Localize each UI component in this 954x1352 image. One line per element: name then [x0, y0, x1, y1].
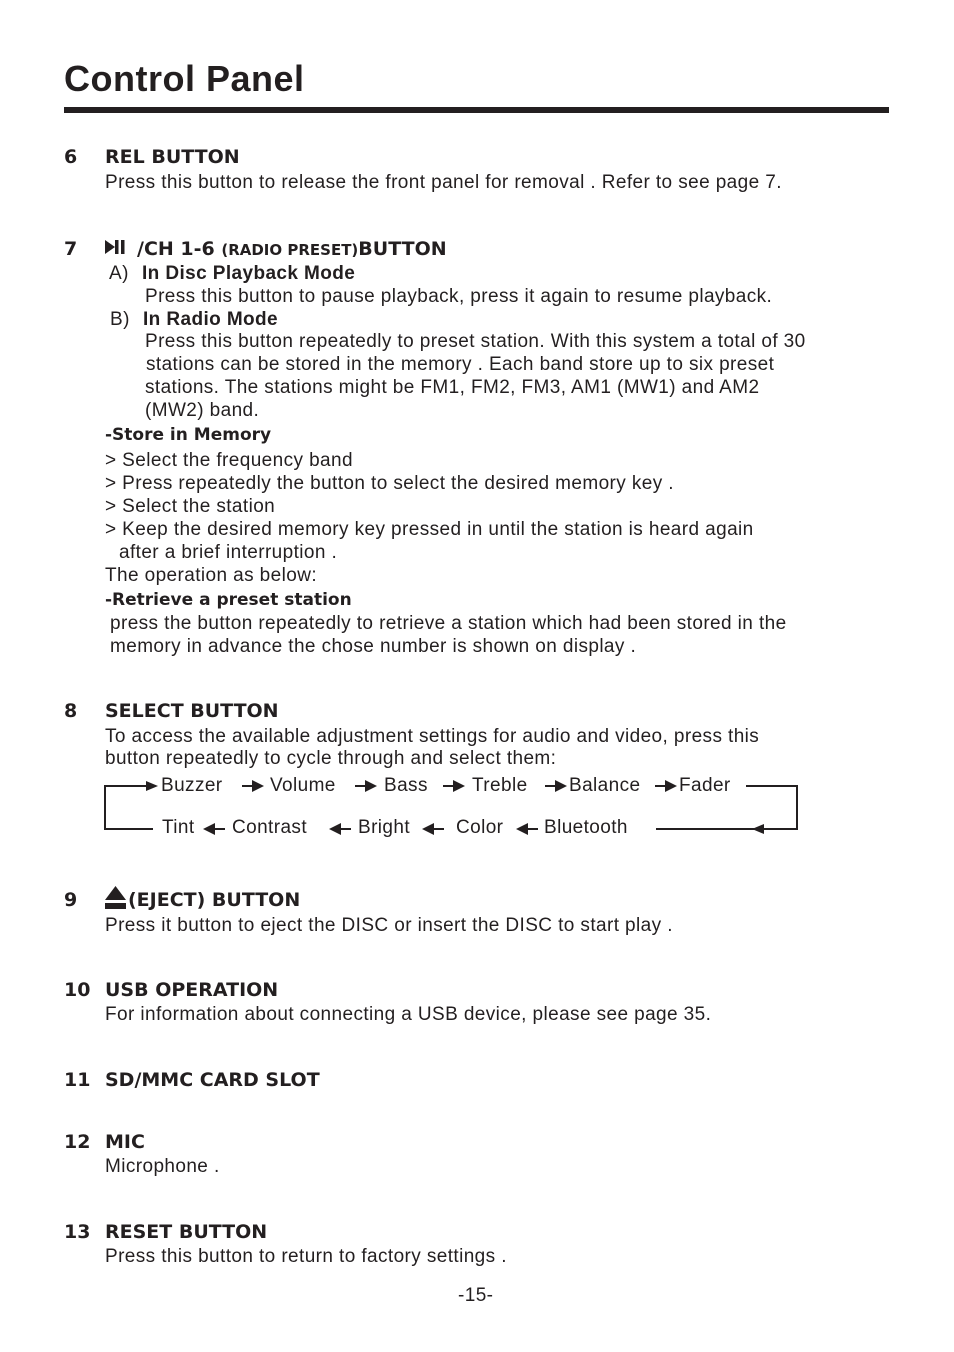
- section-10-text: For information about connecting a USB device, please see page 35.: [105, 1004, 712, 1025]
- cycle-bottom-right-connector: [656, 828, 798, 830]
- retrieve-line: press the button repeatedly to retrieve a station which had been stored in the: [110, 613, 787, 634]
- cycle-left-connector: [104, 785, 106, 830]
- section-11-heading: SD/MMC CARD SLOT: [105, 1069, 320, 1091]
- arrow-right-icon: [242, 780, 264, 792]
- title-divider: [64, 107, 889, 113]
- cycle-bottom-left-connector: [104, 828, 153, 830]
- arrow-right-icon: [355, 780, 377, 792]
- section-7-heading-part: /CH 1-6: [137, 238, 222, 260]
- section-7-number: 7: [64, 238, 78, 260]
- section-12-heading: MIC: [105, 1131, 145, 1153]
- cycle-item-tint: Tint: [162, 817, 195, 838]
- section-13-text: Press this button to return to factory settings .: [105, 1246, 507, 1267]
- section-12-number: 12: [64, 1131, 91, 1153]
- cycle-item-contrast: Contrast: [232, 817, 308, 838]
- arrow-left-icon: [203, 823, 225, 835]
- mode-b-line: stations can be stored in the memory . Each band store up to six preset: [146, 354, 775, 375]
- eject-icon: [105, 886, 126, 910]
- retrieve-heading: -Retrieve a preset station: [105, 590, 352, 610]
- arrow-right-icon: [655, 780, 677, 792]
- store-memory-heading: -Store in Memory: [105, 425, 272, 445]
- section-9-number: 9: [64, 889, 78, 911]
- cycle-item-bluetooth: Bluetooth: [544, 817, 628, 838]
- section-13-number: 13: [64, 1221, 91, 1243]
- arrow-right-icon: [146, 781, 158, 791]
- arrow-left-icon: [516, 823, 538, 835]
- mode-a-heading: In Disc Playback Mode: [142, 263, 356, 284]
- store-step: > Select the station: [105, 496, 276, 517]
- section-7-heading-small: (RADIO PRESET): [221, 241, 359, 259]
- section-6-heading: REL BUTTON: [105, 146, 240, 168]
- section-9-heading: (EJECT) BUTTON: [128, 889, 301, 911]
- arrow-left-icon: [329, 823, 351, 835]
- cycle-top-left-connector: [104, 785, 150, 787]
- section-8-line: button repeatedly to cycle through and select them:: [105, 748, 557, 769]
- store-step: > Select the frequency band: [105, 450, 353, 471]
- cycle-item-balance: Balance: [569, 775, 641, 796]
- store-operation-note: The operation as below:: [105, 565, 317, 586]
- cycle-right-connector: [796, 785, 798, 830]
- store-step-cont: after a brief interruption .: [119, 542, 338, 563]
- section-7-heading: [137, 238, 447, 260]
- section-6-text: Press this button to release the front panel for removal . Refer to see page 7.: [105, 172, 782, 193]
- cycle-item-color: Color: [456, 817, 504, 838]
- cycle-item-buzzer: Buzzer: [161, 775, 223, 796]
- cycle-item-volume: Volume: [270, 775, 336, 796]
- section-7-heading-button: BUTTON: [358, 238, 447, 260]
- mode-b-line: stations. The stations might be FM1, FM2, FM3, AM1 (MW1) and AM2: [145, 377, 760, 398]
- store-step: > Press repeatedly the button to select the desired memory key .: [105, 473, 674, 494]
- section-9-text: Press it button to eject the DISC or insert the DISC to start play .: [105, 915, 673, 936]
- section-10-heading: USB OPERATION: [105, 979, 279, 1001]
- play-pause-icon: [105, 239, 129, 255]
- section-10-number: 10: [64, 979, 91, 1001]
- mode-b-prefix: B): [110, 309, 130, 330]
- section-12-text: Microphone .: [105, 1156, 220, 1177]
- section-8-line: To access the available adjustment settings for audio and video, press this: [105, 726, 760, 747]
- arrow-right-icon: [545, 780, 567, 792]
- cycle-item-bass: Bass: [384, 775, 428, 796]
- mode-a-text: Press this button to pause playback, press it again to resume playback.: [145, 286, 773, 307]
- cycle-top-right-connector: [746, 785, 798, 787]
- mode-b-line: (MW2) band.: [145, 400, 260, 421]
- page-title: Control Panel: [64, 58, 305, 99]
- arrow-left-icon: [752, 824, 764, 834]
- section-8-heading: SELECT BUTTON: [105, 700, 279, 722]
- arrow-left-icon: [422, 823, 444, 835]
- cycle-item-fader: Fader: [679, 775, 731, 796]
- section-8-number: 8: [64, 700, 78, 722]
- arrow-right-icon: [443, 780, 465, 792]
- page-number: -15-: [458, 1285, 494, 1306]
- section-13-heading: RESET BUTTON: [105, 1221, 268, 1243]
- cycle-item-bright: Bright: [358, 817, 411, 838]
- section-6-number: 6: [64, 146, 78, 168]
- store-step: > Keep the desired memory key pressed in until the station is heard again: [105, 519, 754, 540]
- mode-b-heading: In Radio Mode: [143, 309, 279, 330]
- section-11-number: 11: [64, 1069, 91, 1091]
- cycle-item-treble: Treble: [472, 775, 528, 796]
- mode-b-line: Press this button repeatedly to preset station. With this system a total of 30: [145, 331, 806, 352]
- mode-a-prefix: A): [109, 263, 129, 284]
- retrieve-line: memory in advance the chose number is shown on display .: [110, 636, 637, 657]
